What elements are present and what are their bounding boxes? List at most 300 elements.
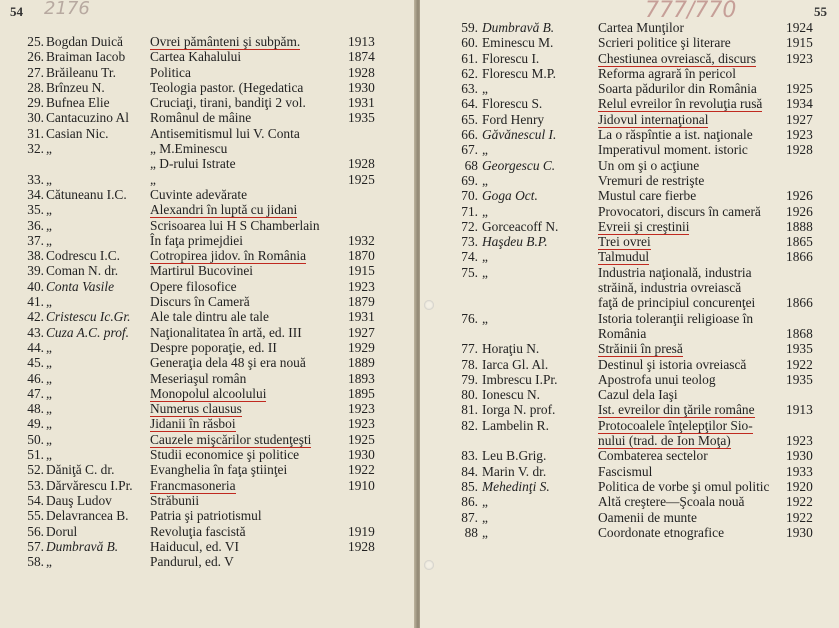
entry-author: Lambelin R. xyxy=(482,417,549,433)
entry-title: La o răspîntie a ist. naţionale xyxy=(598,127,753,143)
entry-number: 35. xyxy=(27,202,44,218)
entry-title: Ist. evreilor din ţările române xyxy=(598,402,755,418)
entry-number: 49. xyxy=(27,416,44,432)
entry-row xyxy=(420,112,839,127)
entry-author: „ xyxy=(482,142,488,158)
entry-author: Braiman Iacob xyxy=(46,49,126,65)
entry-row xyxy=(0,386,416,401)
entry-title: Generaţia dela 48 şi era nouă xyxy=(150,355,306,371)
entry-row xyxy=(420,494,839,509)
entry-number: 36. xyxy=(27,217,44,233)
entry-number: 53. xyxy=(27,477,44,493)
entry-title: Un om şi o acţiune xyxy=(598,157,700,173)
entry-title: Imperativul moment. istoric xyxy=(598,142,748,158)
entry-number: 66. xyxy=(461,127,478,143)
entry-row xyxy=(0,416,416,431)
entry-row xyxy=(0,478,416,493)
entry-author: Dărvărescu I.Pr. xyxy=(46,477,133,493)
entry-number: 79. xyxy=(461,371,478,387)
entry-row xyxy=(420,280,839,295)
entry-author: Mehedinţi S. xyxy=(482,478,550,494)
entry-row xyxy=(420,311,839,326)
entry-year: 1930 xyxy=(348,447,375,463)
entry-title: Scrieri politice şi literare xyxy=(598,35,731,51)
entry-year: 1915 xyxy=(786,35,813,51)
entry-row xyxy=(420,448,839,463)
entry-title: Antisemitismul lui V. Conta xyxy=(150,125,300,141)
entry-number: 43. xyxy=(27,324,44,340)
entry-title: Cartea Kahalului xyxy=(150,49,242,65)
entry-row xyxy=(420,265,839,280)
entry-author: „ xyxy=(46,355,52,371)
entry-author: Georgescu C. xyxy=(482,157,556,173)
entry-row xyxy=(420,372,839,387)
entry-author: Dauş Ludov xyxy=(46,492,112,508)
entry-author: „ xyxy=(46,385,52,401)
entry-author: Iorga N. prof. xyxy=(482,402,556,418)
entry-number: 27. xyxy=(27,64,44,80)
entry-author: „ xyxy=(46,217,52,233)
entry-author: Dăniţă C. dr. xyxy=(46,462,115,478)
entry-year: 1920 xyxy=(786,478,813,494)
page-number: 54 xyxy=(10,4,23,19)
entry-row xyxy=(0,371,416,386)
entry-number: 55. xyxy=(27,508,44,524)
entry-number: 30. xyxy=(27,110,44,126)
entry-title: Alexandri în luptă cu jidani xyxy=(150,202,298,218)
entry-title: Evreii şi creştinii xyxy=(598,218,690,234)
entry-year: 1910 xyxy=(348,477,375,493)
entry-author: Brăileanu Tr. xyxy=(46,64,116,80)
entry-title: „ xyxy=(150,171,156,187)
entry-number: 77. xyxy=(461,341,478,357)
entry-title: Fascismul xyxy=(598,463,653,479)
entry-number: 37. xyxy=(27,232,44,248)
entry-author: „ xyxy=(46,339,52,355)
entry-title: Cuvinte adevărate xyxy=(150,186,248,202)
entry-row xyxy=(420,326,839,341)
entry-row xyxy=(0,263,416,278)
entry-number: 57. xyxy=(27,538,44,554)
entry-title: „ D-rului Istrate xyxy=(150,156,236,172)
entry-row xyxy=(0,65,416,80)
entry-row xyxy=(0,309,416,324)
entry-author: Florescu I. xyxy=(482,50,540,66)
entry-number: 72. xyxy=(461,218,478,234)
entry-row xyxy=(0,524,416,539)
entry-title: Opere filosofice xyxy=(150,278,237,294)
entry-author: Bufnea Elie xyxy=(46,95,110,111)
entry-year: 1870 xyxy=(348,248,375,264)
entry-number: 63. xyxy=(461,81,478,97)
entry-author: „ xyxy=(482,509,488,525)
entry-year: 1935 xyxy=(348,110,375,126)
entry-title: Revoluţia fascistă xyxy=(150,523,246,539)
entry-row xyxy=(0,34,416,49)
entry-title: Trei ovrei xyxy=(598,234,651,250)
entry-row xyxy=(420,96,839,111)
entry-author: Marin V. dr. xyxy=(482,463,547,479)
entry-row xyxy=(420,35,839,50)
entry-year: 1915 xyxy=(348,263,375,279)
pencil-note: 2176 xyxy=(44,0,90,19)
pencil-note: 777/770 xyxy=(645,0,737,23)
entry-year: 1929 xyxy=(348,339,375,355)
entry-year: 1922 xyxy=(786,509,813,525)
entry-year: 1893 xyxy=(348,370,375,386)
entry-row xyxy=(420,479,839,494)
entry-year: 1934 xyxy=(786,96,813,112)
entry-author: Găvănescul I. xyxy=(482,127,557,143)
entry-author: „ xyxy=(482,494,488,510)
entry-author: „ xyxy=(482,172,488,188)
entry-author: „ xyxy=(46,202,52,218)
entry-title: Martirul Bucovinei xyxy=(150,263,254,279)
binding-hole xyxy=(424,300,434,310)
left-page xyxy=(0,0,416,628)
entry-title: Studii economice şi politice xyxy=(150,447,300,463)
entry-row xyxy=(420,525,839,540)
entry-number: 78. xyxy=(461,356,478,372)
entry-number: 82. xyxy=(461,417,478,433)
entry-year: 1874 xyxy=(348,49,375,65)
entry-title: Străinii în presă xyxy=(598,341,683,357)
entry-year: 1923 xyxy=(348,416,375,432)
entry-number: 47. xyxy=(27,385,44,401)
entry-number: 34. xyxy=(27,186,44,202)
entry-number: 32. xyxy=(27,141,44,157)
entry-title: Francmasoneria xyxy=(150,477,236,493)
entry-year: 1922 xyxy=(348,462,375,478)
entry-row xyxy=(0,172,416,187)
entry-row xyxy=(0,95,416,110)
entry-author: „ xyxy=(482,310,488,326)
entry-author: Horaţiu N. xyxy=(482,341,540,357)
entry-row xyxy=(420,188,839,203)
entry-number: 65. xyxy=(461,111,478,127)
entry-number: 29. xyxy=(27,95,44,111)
entry-row xyxy=(420,234,839,249)
entry-year: 1922 xyxy=(786,356,813,372)
entry-author: Haşdeu B.P. xyxy=(482,234,548,250)
entry-number: 86. xyxy=(461,494,478,510)
entry-row xyxy=(420,204,839,219)
entry-author: „ xyxy=(46,431,52,447)
entry-number: 71. xyxy=(461,203,478,219)
entry-year: 1928 xyxy=(348,64,375,80)
entry-author: Cuza A.C. prof. xyxy=(46,324,129,340)
entry-year: 1928 xyxy=(348,156,375,172)
entry-row xyxy=(0,294,416,309)
entry-number: 45. xyxy=(27,355,44,371)
entry-title: Despre poporaţie, ed. II xyxy=(150,339,277,355)
entry-title: Haiducul, ed. VI xyxy=(150,538,240,554)
entry-year: 1925 xyxy=(348,171,375,187)
entry-number: 40. xyxy=(27,278,44,294)
entry-author: „ xyxy=(46,401,52,417)
entry-row xyxy=(420,464,839,479)
entry-title: Cruciaţi, tirani, bandiţi 2 vol. xyxy=(150,95,306,111)
entry-author: „ xyxy=(46,447,52,463)
entry-year: 1913 xyxy=(786,402,813,418)
entry-year: 1931 xyxy=(348,309,375,325)
entry-number: 58. xyxy=(27,554,44,570)
entry-number: 51. xyxy=(27,447,44,463)
entry-author: Cantacuzino Al xyxy=(46,110,129,126)
entry-year: 1924 xyxy=(786,20,813,35)
entry-row xyxy=(420,295,839,310)
entry-row xyxy=(0,432,416,447)
entry-row xyxy=(420,387,839,402)
entry-row xyxy=(0,110,416,125)
entry-author: „ xyxy=(482,249,488,265)
entry-number: 42. xyxy=(27,309,44,325)
entry-year: 1926 xyxy=(786,188,813,204)
entry-list xyxy=(420,20,839,540)
entry-year: 1928 xyxy=(786,142,813,158)
entry-author: „ xyxy=(46,171,52,187)
entry-author: „ xyxy=(46,554,52,570)
entry-row xyxy=(0,80,416,95)
entry-row xyxy=(420,51,839,66)
entry-row xyxy=(420,173,839,188)
entry-number: 83. xyxy=(461,448,478,464)
entry-number: 62. xyxy=(461,65,478,81)
entry-row xyxy=(420,66,839,81)
entry-number: 46. xyxy=(27,370,44,386)
entry-title: Românul de mâine xyxy=(150,110,252,126)
entry-row xyxy=(0,126,416,141)
entry-year: 1923 xyxy=(786,50,813,66)
entry-title: Combaterea sectelor xyxy=(598,448,708,464)
entry-list xyxy=(0,34,416,569)
entry-row xyxy=(0,493,416,508)
entry-year: 1928 xyxy=(348,538,375,554)
entry-title: Politica de vorbe şi omul politic xyxy=(598,478,770,494)
entry-author: Codrescu I.C. xyxy=(46,248,121,264)
entry-title: Ovrei pământeni şi subpăm. xyxy=(150,34,301,49)
entry-title: Cotropirea jidov. în România xyxy=(150,248,307,264)
entry-number: 75. xyxy=(461,264,478,280)
entry-row xyxy=(420,418,839,433)
entry-year: 1927 xyxy=(786,111,813,127)
entry-number: 52. xyxy=(27,462,44,478)
entry-title: Altă creştere—Şcoala nouă xyxy=(598,494,745,510)
entry-author: Dumbravă B. xyxy=(46,538,119,554)
entry-author: Imbrescu I.Pr. xyxy=(482,371,558,387)
entry-title: Numerus clausus xyxy=(150,401,242,417)
entry-author: Dorul xyxy=(46,523,78,539)
entry-title: România xyxy=(598,325,647,341)
entry-author: Dumbravă B. xyxy=(482,20,555,35)
entry-year: 1925 xyxy=(786,81,813,97)
entry-row xyxy=(420,249,839,264)
entry-row xyxy=(0,325,416,340)
entry-row xyxy=(0,187,416,202)
entry-author: Florescu S. xyxy=(482,96,543,112)
entry-year: 1930 xyxy=(348,79,375,95)
entry-author: Bogdan Duică xyxy=(46,34,123,49)
entry-year: 1923 xyxy=(348,401,375,417)
entry-author: „ xyxy=(46,416,52,432)
entry-title: străină, industria ovreiască xyxy=(598,280,742,296)
entry-author: „ xyxy=(46,141,52,157)
entry-title: Monopolul alcoolului xyxy=(150,385,267,401)
entry-number: 44. xyxy=(27,339,44,355)
entry-title: Talmudul xyxy=(598,249,650,265)
entry-year: 1913 xyxy=(348,34,375,49)
entry-year: 1935 xyxy=(786,371,813,387)
entry-title: Ale tale dintru ale tale xyxy=(150,309,269,325)
entry-row xyxy=(0,248,416,263)
entry-number: 31. xyxy=(27,125,44,141)
entry-title: Relul evreilor în revoluţia rusă xyxy=(598,96,763,112)
entry-year: 1866 xyxy=(786,249,813,265)
entry-author: „ xyxy=(482,203,488,219)
entry-year: 1919 xyxy=(348,523,375,539)
entry-row xyxy=(0,49,416,64)
entry-title: Oamenii de munte xyxy=(598,509,697,525)
entry-author: Brînzeu N. xyxy=(46,79,105,95)
entry-number: 68 xyxy=(464,157,478,173)
entry-year: 1879 xyxy=(348,294,375,310)
entry-row xyxy=(0,141,416,156)
entry-title: Meseriaşul român xyxy=(150,370,247,386)
entry-number: 54. xyxy=(27,492,44,508)
entry-author: Conta Vasile xyxy=(46,278,115,294)
entry-title: Scrisoarea lui H S Chamberlain xyxy=(150,217,320,233)
entry-row xyxy=(420,20,839,35)
entry-author: Eminescu M. xyxy=(482,35,554,51)
entry-author: „ xyxy=(482,524,488,540)
right-page xyxy=(420,0,839,628)
entry-number: 61. xyxy=(461,50,478,66)
entry-title: Destinul şi istoria ovreiască xyxy=(598,356,747,372)
entry-author: „ xyxy=(482,264,488,280)
entry-title: Chestiunea ovreiască, discurs xyxy=(598,50,757,66)
entry-author: Cristescu Ic.Gr. xyxy=(46,309,131,325)
entry-number: 69. xyxy=(461,172,478,188)
entry-author: Iarca Gl. Al. xyxy=(482,356,549,372)
entry-title: Politica xyxy=(150,64,191,80)
entry-title: Reforma agrară în pericol xyxy=(598,65,736,81)
entry-title: Protocoalele înţelepţilor Sio- xyxy=(598,417,753,433)
entry-row xyxy=(420,402,839,417)
entry-row xyxy=(0,355,416,370)
entry-row xyxy=(0,447,416,462)
entry-number: 38. xyxy=(27,248,44,264)
entry-title: În faţa primejdiei xyxy=(150,232,243,248)
binding-hole xyxy=(424,560,434,570)
entry-author: „ xyxy=(46,294,52,310)
entry-author: Ford Henry xyxy=(482,111,545,127)
entry-author: Gorceacoff N. xyxy=(482,218,559,234)
entry-row xyxy=(0,233,416,248)
entry-title: Cazul dela Iaşi xyxy=(598,387,678,403)
entry-number: 64. xyxy=(461,96,478,112)
entry-year: 1935 xyxy=(786,341,813,357)
entry-title: Discurs în Cameră xyxy=(150,294,250,310)
entry-year: 1933 xyxy=(786,463,813,479)
entry-title: Vremuri de restrişte xyxy=(598,172,705,188)
entry-title: Industria naţională, industria xyxy=(598,264,752,280)
entry-number: 33. xyxy=(27,171,44,187)
entry-row xyxy=(420,433,839,448)
entry-year: 1865 xyxy=(786,234,813,250)
entry-year: 1925 xyxy=(348,431,375,447)
entry-year: 1895 xyxy=(348,385,375,401)
entry-title: Mustul care fierbe xyxy=(598,188,697,204)
entry-author: „ xyxy=(482,81,488,97)
entry-row xyxy=(0,554,416,569)
entry-number: 85. xyxy=(461,478,478,494)
entry-year: 1926 xyxy=(786,203,813,219)
entry-title: Soarta pădurilor din România xyxy=(598,81,757,97)
entry-number: 48. xyxy=(27,401,44,417)
entry-title: nului (trad. de Ion Moţa) xyxy=(598,433,731,449)
entry-author: Florescu M.P. xyxy=(482,65,557,81)
entry-title: Cauzele mişcărilor studenţeşti xyxy=(150,431,312,447)
entry-year: 1923 xyxy=(786,433,813,449)
entry-year: 1932 xyxy=(348,232,375,248)
entry-row xyxy=(0,508,416,523)
page-number: 55 xyxy=(814,4,827,19)
entry-row xyxy=(0,156,416,171)
entry-year: 1927 xyxy=(348,324,375,340)
entry-title: Jidovul internaţional xyxy=(598,111,709,127)
entry-title: „ M.Eminescu xyxy=(150,141,228,157)
entry-row xyxy=(0,279,416,294)
entry-number: 25. xyxy=(27,34,44,49)
entry-author: Cătuneanu I.C. xyxy=(46,186,127,202)
entry-title: Evanghelia în faţa ştiinţei xyxy=(150,462,288,478)
entry-row xyxy=(0,340,416,355)
entry-title: Jidanii în răsboi xyxy=(150,416,236,432)
entry-number: 73. xyxy=(461,234,478,250)
entry-year: 1888 xyxy=(786,218,813,234)
entry-title: Cartea Munţilor xyxy=(598,20,684,35)
entry-number: 59. xyxy=(461,20,478,35)
entry-year: 1923 xyxy=(786,127,813,143)
entry-row xyxy=(420,158,839,173)
entry-author: Goga Oct. xyxy=(482,188,538,204)
entry-row xyxy=(420,510,839,525)
entry-year: 1931 xyxy=(348,95,375,111)
entry-row xyxy=(420,341,839,356)
entry-number: 56. xyxy=(27,523,44,539)
entry-title: Pandurul, ed. V xyxy=(150,554,234,570)
entry-title: Apostrofa unui teolog xyxy=(598,371,716,387)
entry-number: 81. xyxy=(461,402,478,418)
entry-number: 88 xyxy=(464,524,478,540)
entry-row xyxy=(0,539,416,554)
entry-title: Patria şi patriotismul xyxy=(150,508,262,524)
entry-author: „ xyxy=(46,232,52,248)
entry-year: 1889 xyxy=(348,355,375,371)
entry-number: 60. xyxy=(461,35,478,51)
entry-number: 84. xyxy=(461,463,478,479)
entry-author: Casian Nic. xyxy=(46,125,109,141)
entry-year: 1868 xyxy=(786,325,813,341)
entry-number: 80. xyxy=(461,387,478,403)
entry-row xyxy=(0,218,416,233)
entry-year: 1866 xyxy=(786,295,813,311)
entry-author: „ xyxy=(46,370,52,386)
entry-row xyxy=(420,357,839,372)
entry-title: Naţionalitatea în artă, ed. III xyxy=(150,324,302,340)
entry-row xyxy=(420,127,839,142)
entry-row xyxy=(420,81,839,96)
